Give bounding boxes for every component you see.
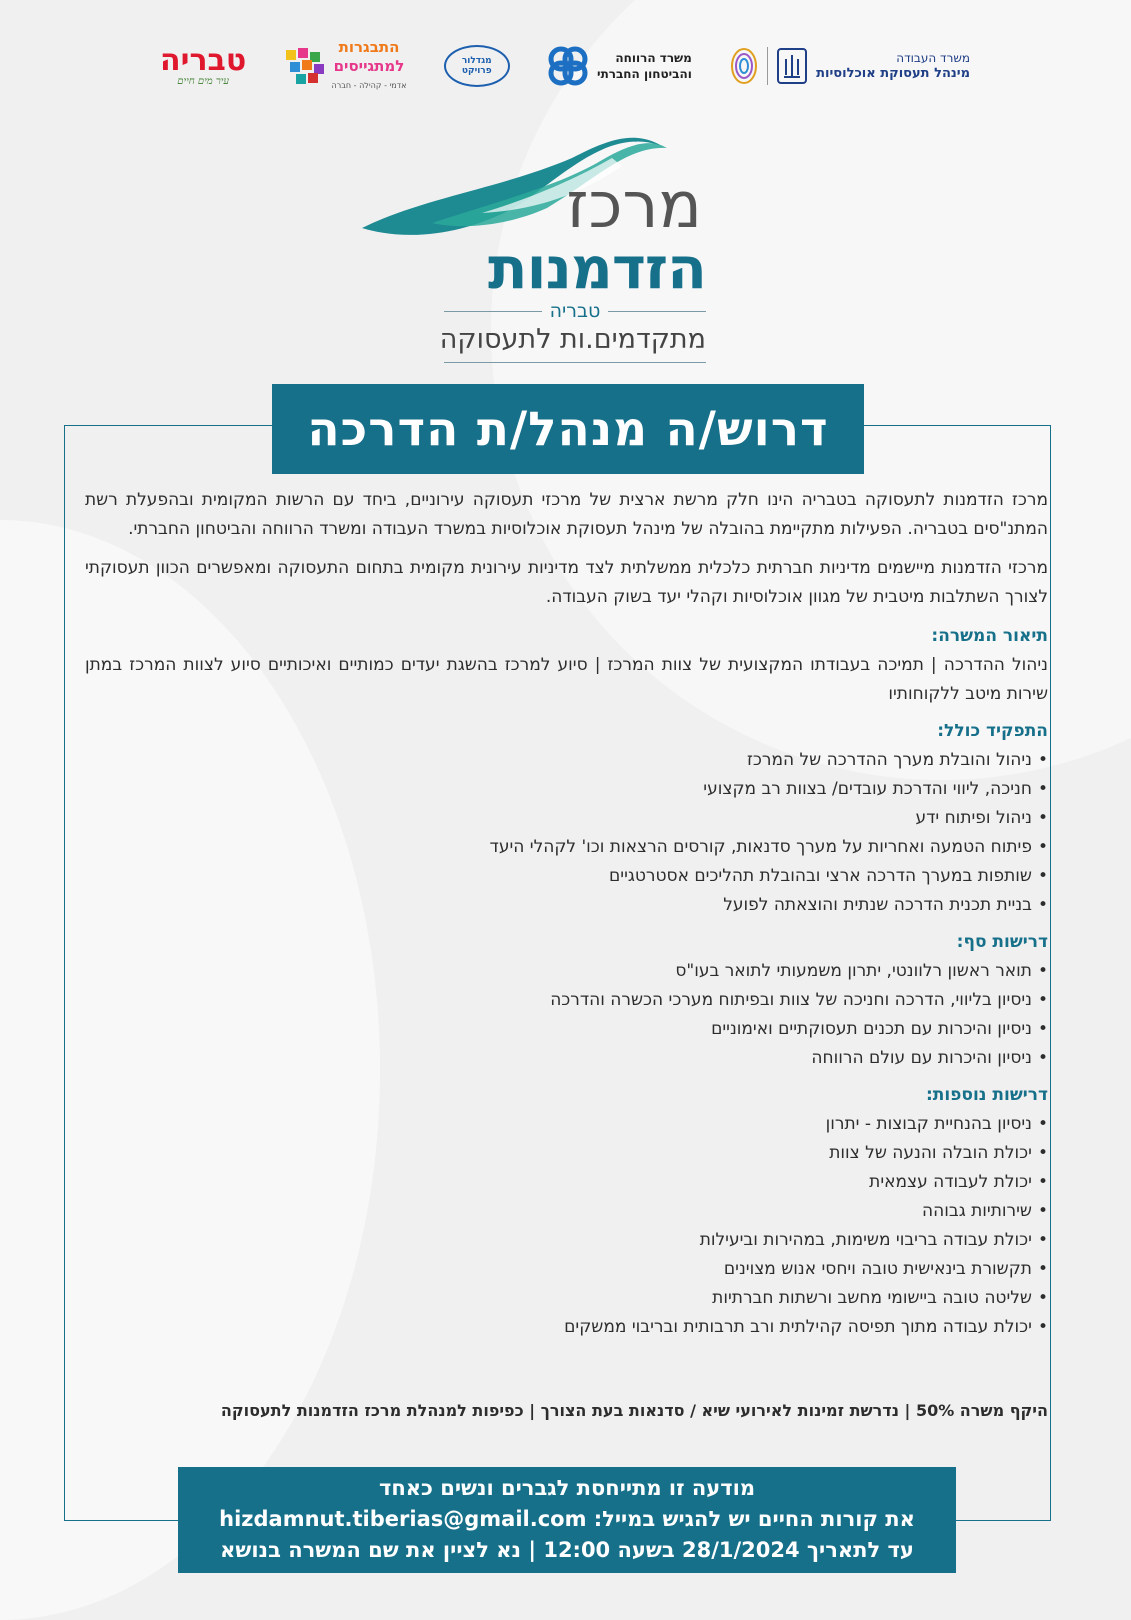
welfare-knot-icon xyxy=(547,45,589,87)
tiberia-logo-tagline: עיר מים חיים xyxy=(177,75,230,87)
divider xyxy=(444,362,706,363)
additional-requirements-heading: דרישות נוספות: xyxy=(925,1085,1048,1105)
labor-line1: משרד העבודה xyxy=(896,51,970,65)
puzzle-icon xyxy=(284,46,328,86)
center-logo-city-row xyxy=(444,300,706,322)
center-logo-merkaz: מרכז xyxy=(566,169,702,243)
welfare-line1: משרד הרווחה xyxy=(615,51,692,65)
list-item: • ניסיון והיכרות עם תכנים תעסוקתיים ואימוניים xyxy=(85,1015,1048,1044)
list-item: • שותפות במערך הדרכה ארצי ובהובלת תהליכים אסטרטגיים xyxy=(85,862,1048,891)
list-item: • יכולת עבודה מתוך תפיסה קהילתית ורב תרבותית ובריבוי ממשקים xyxy=(85,1313,1048,1342)
list-item: • יכולת עבודה בריבוי משימות, במהירות וביעילות xyxy=(85,1226,1048,1255)
list-item: • ניסיון בהנחיית קבוצות - יתרון xyxy=(85,1110,1048,1139)
hitbagrut-line2: למתגייסים xyxy=(333,56,405,75)
job-description-heading: תיאור המשרה: xyxy=(931,626,1048,646)
state-emblem-icon xyxy=(776,47,808,85)
list-item: • תואר ראשון רלוונטי, יתרון משמעותי לתואר בעו"ס xyxy=(85,957,1048,986)
job-title-banner xyxy=(272,384,864,474)
logo-separator xyxy=(767,47,768,85)
welfare-line2: והביטחון החברתי xyxy=(597,67,692,81)
center-logo-city: טבריה xyxy=(549,300,601,322)
job-scope-line: היקף משרה 50% | נדרשת זמינות לאירועי שיא / סדנאות בעת הצורך | כפיפות למנהלת מרכז הזדמנות לתעסוקה xyxy=(220,1401,1048,1420)
list-item: • ניסיון בליווי, הדרכה וחניכה של צוות ובפיתוח מערכי הכשרה והדרכה xyxy=(85,986,1048,1015)
footer-contact-email[interactable]: את קורות החיים יש להגיש במייל: hizdamnut.tiberias@gmail.com xyxy=(219,1507,915,1531)
job-ad-body xyxy=(85,486,1048,1342)
tiberia-logo-name: טבריה xyxy=(160,42,247,78)
contact-footer xyxy=(178,1467,956,1573)
list-item: • שליטה טובה ביישומי מחשב ורשתות חברתיות xyxy=(85,1284,1048,1313)
hitbagrut-logo xyxy=(284,38,407,95)
intro-paragraph: מרכזי הזדמנות מיישמים מדיניות חברתית כלכלית ממשלתית לצד מדיניות עירונית מקומית בתחום התעסוקה ומאפשרים הכוון תעסוקתי לצורך השתלבות מיטבית של מגוון אוכלוסיות וקהלי יעד בשוק העבודה. xyxy=(85,558,1048,607)
migdalor-logo-text: מגדלור פרויקט xyxy=(461,56,492,76)
job-title: דרוש/ה מנהל/ת הדרכה xyxy=(307,401,829,457)
threshold-requirements-heading: דרישות סף: xyxy=(956,932,1048,952)
center-logo-subtitle: מתקדמים.ות לתעסוקה xyxy=(439,324,706,355)
labor-ministry-logo xyxy=(729,46,970,86)
footer-deadline: עד לתאריך 28/1/2024 בשעה 12:00 | נא לציין את שם המשרה בנושא xyxy=(220,1538,914,1562)
list-item: • פיתוח הטמעה ואחריות על מערך סדנאות, קורסים הרצאות וכו' לקהלי היעד xyxy=(85,833,1048,862)
list-item: • תקשורת בינאישית טובה ויחסי אנוש מצוינים xyxy=(85,1255,1048,1284)
center-logo-hizdamnut: הזדמנות xyxy=(488,234,706,302)
fingerprint-icon xyxy=(729,46,759,86)
list-item: • ניהול ופיתוח ידע xyxy=(85,804,1048,833)
hizdamnut-center-logo xyxy=(362,118,710,363)
list-item: • יכולת לעבודה עצמאית xyxy=(85,1168,1048,1197)
list-item: • בניית תכנית הדרכה שנתית והוצאתה לפועל xyxy=(85,891,1048,920)
list-item: • ניהול והובלת מערך ההדרכה של המרכז xyxy=(85,746,1048,775)
hitbagrut-line1: התבגרות xyxy=(338,37,400,56)
footer-line1: מודעה זו מתייחסת לגברים ונשים כאחד xyxy=(378,1476,756,1500)
hitbagrut-line3: אדמי - קהילה - חברה xyxy=(331,80,407,90)
welfare-ministry-logo xyxy=(547,45,692,87)
divider xyxy=(608,311,706,312)
migdalor-logo xyxy=(444,45,510,87)
labor-line2: מינהל תעסוקת אוכלוסיות xyxy=(816,66,970,81)
list-item: • ניסיון והיכרות עם עולם הרווחה xyxy=(85,1044,1048,1073)
additional-requirements-list xyxy=(85,1110,1048,1342)
threshold-requirements-list xyxy=(85,957,1048,1073)
general-role-list xyxy=(85,746,1048,920)
list-item: • חניכה, ליווי והדרכת עובדים/ בצוות רב מקצועי xyxy=(85,775,1048,804)
list-item: • יכולת הובלה והנעה של צוות xyxy=(85,1139,1048,1168)
intro-paragraph: מרכז הזדמנות לתעסוקה בטבריה הינו חלק מרשת ארצית של מרכזי תעסוקה עירוניים, ביחד עם הרשות המקומית ובהפעלת רשת המתנ"סים בטבריה. הפעילות מתקיימת בהובלה של מינהל תעסוקת אוכלוסיות במשרד העבודה ומשרד הרווחה והביטחון החברתי. xyxy=(85,490,1048,539)
tiberia-logo xyxy=(160,42,247,87)
general-role-heading: התפקיד כולל: xyxy=(937,721,1048,741)
job-description-text: ניהול ההדרכה | תמיכה בעבודתו המקצועית של צוות המרכז | סיוע למרכז בהשגת יעדים כמותיים ואיכותיים סיוע לצוות המרכז במתן שירות מיטב ללקוחותיו xyxy=(85,655,1048,704)
partner-logos xyxy=(160,38,970,94)
list-item: • שירותיות גבוהה xyxy=(85,1197,1048,1226)
divider xyxy=(444,311,542,312)
